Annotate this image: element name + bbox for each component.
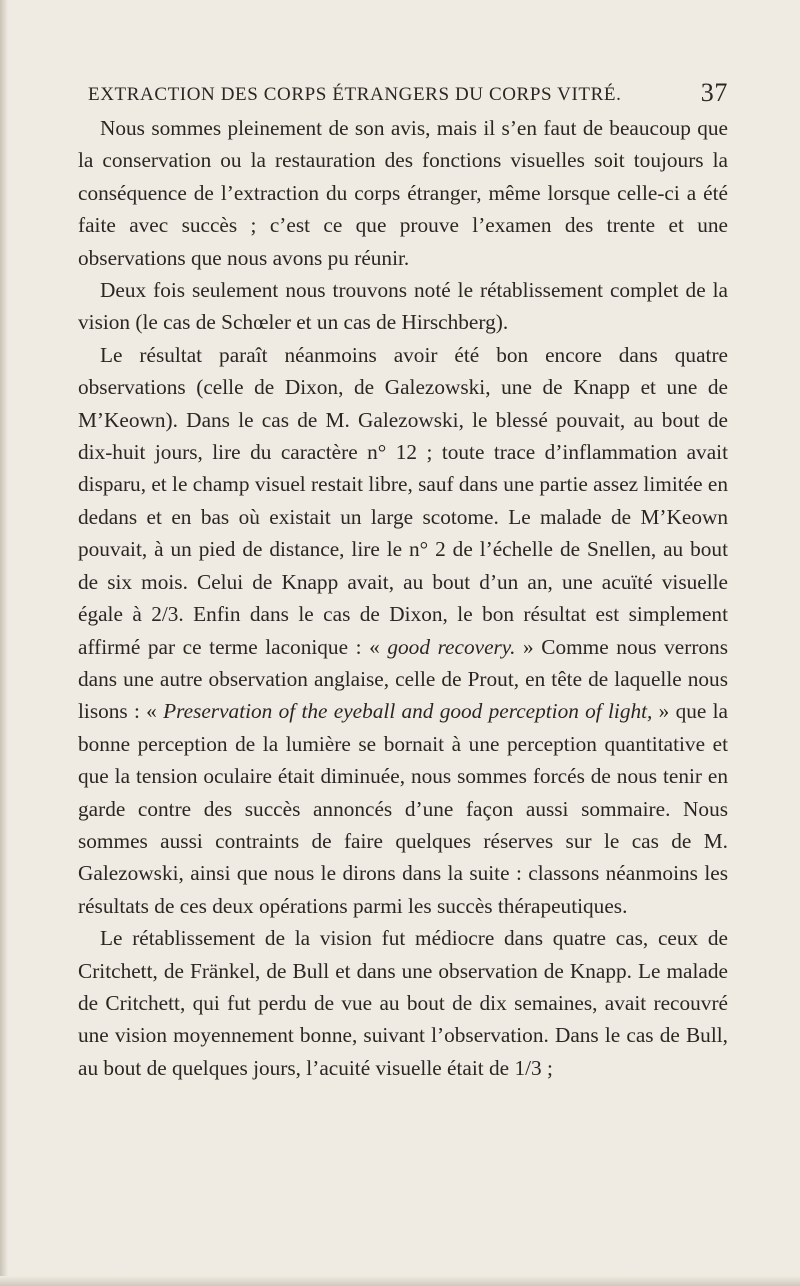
book-page [78, 78, 728, 1084]
page-left-shadow [0, 0, 8, 1286]
paragraph-1 [78, 112, 728, 274]
italic-quote-preservation: Preservation of the eyeball and good perception of light, [163, 699, 653, 724]
paragraph-text: Nous sommes pleinement de son avis, mais il s’en faut de beaucoup que la conservation ou la restauration des fonctions visuelles soit toujours la conséquence de l’extraction du corps étranger, même lorsque celle-ci a été faite avec succès ; c’est ce que prouve l’examen des trente et une observations que nous avons pu réunir. [78, 116, 728, 270]
page-bottom-shadow [0, 1276, 800, 1286]
paragraph-4 [78, 922, 728, 1084]
paragraph-text: » que la bonne perception de la lumière se bornait à une perception quantitative et que la tension oculaire était diminuée, nous sommes forcés de nous tenir en garde contre des succès annoncés d’une façon aussi sommaire. Nous sommes aussi contraints de faire quelques réserves sur le cas de M. Galezowski, ainsi que nous le dirons dans la suite : classons néanmoins les résultats de ces deux opérations parmi les succès thérapeutiques. [78, 699, 728, 918]
page-number: 37 [700, 78, 728, 107]
paragraph-2 [78, 274, 728, 339]
page-body [78, 112, 728, 1084]
running-header [78, 78, 728, 110]
running-title: EXTRACTION DES CORPS ÉTRANGERS DU CORPS VITRÉ. [88, 84, 622, 105]
paragraph-3 [78, 339, 728, 922]
paragraph-text: Le résultat paraît néanmoins avoir été bon encore dans quatre observations (celle de Dixon, de Galezowski, une de Knapp et une de M’Keown). Dans le cas de M. Galezowski, le blessé pouvait, au bout de dix-huit jours, lire du caractère n° 12 ; toute trace d’inflammation avait disparu, et le champ visuel restait libre, sauf dans une partie assez limitée en dedans et en bas où existait un large scotome. Le malade de M’Keown pouvait, à un pied de distance, lire le n° 2 de l’échelle de Snellen, au bout de six mois. Celui de Knapp avait, au bout d’un an, une acuïté visuelle égale à 2/3. Enfin dans le cas de Dixon, le bon résultat est simplement affirmé par ce terme laconique : « [78, 342, 728, 659]
paragraph-text: » Comme nous verrons dans une autre observation anglaise, celle de Prout, en tête de laquelle nous lisons : « [78, 634, 728, 724]
paragraph-text: Deux fois seulement nous trouvons noté le rétablissement complet de la vision (le cas de Schœler et un cas de Hirschberg). [78, 278, 728, 335]
paragraph-text: Le rétablissement de la vision fut médiocre dans quatre cas, ceux de Critchett, de Fränkel, de Bull et dans une observation de Knapp. Le malade de Critchett, qui fut perdu de vue au bout de dix semaines, avait recouvré une vision moyennement bonne, suivant l’observation. Dans le cas de Bull, au bout de quelques jours, l’acuité visuelle était de 1/3 ; [78, 926, 728, 1080]
italic-quote-good-recovery: good recovery. [387, 634, 516, 659]
